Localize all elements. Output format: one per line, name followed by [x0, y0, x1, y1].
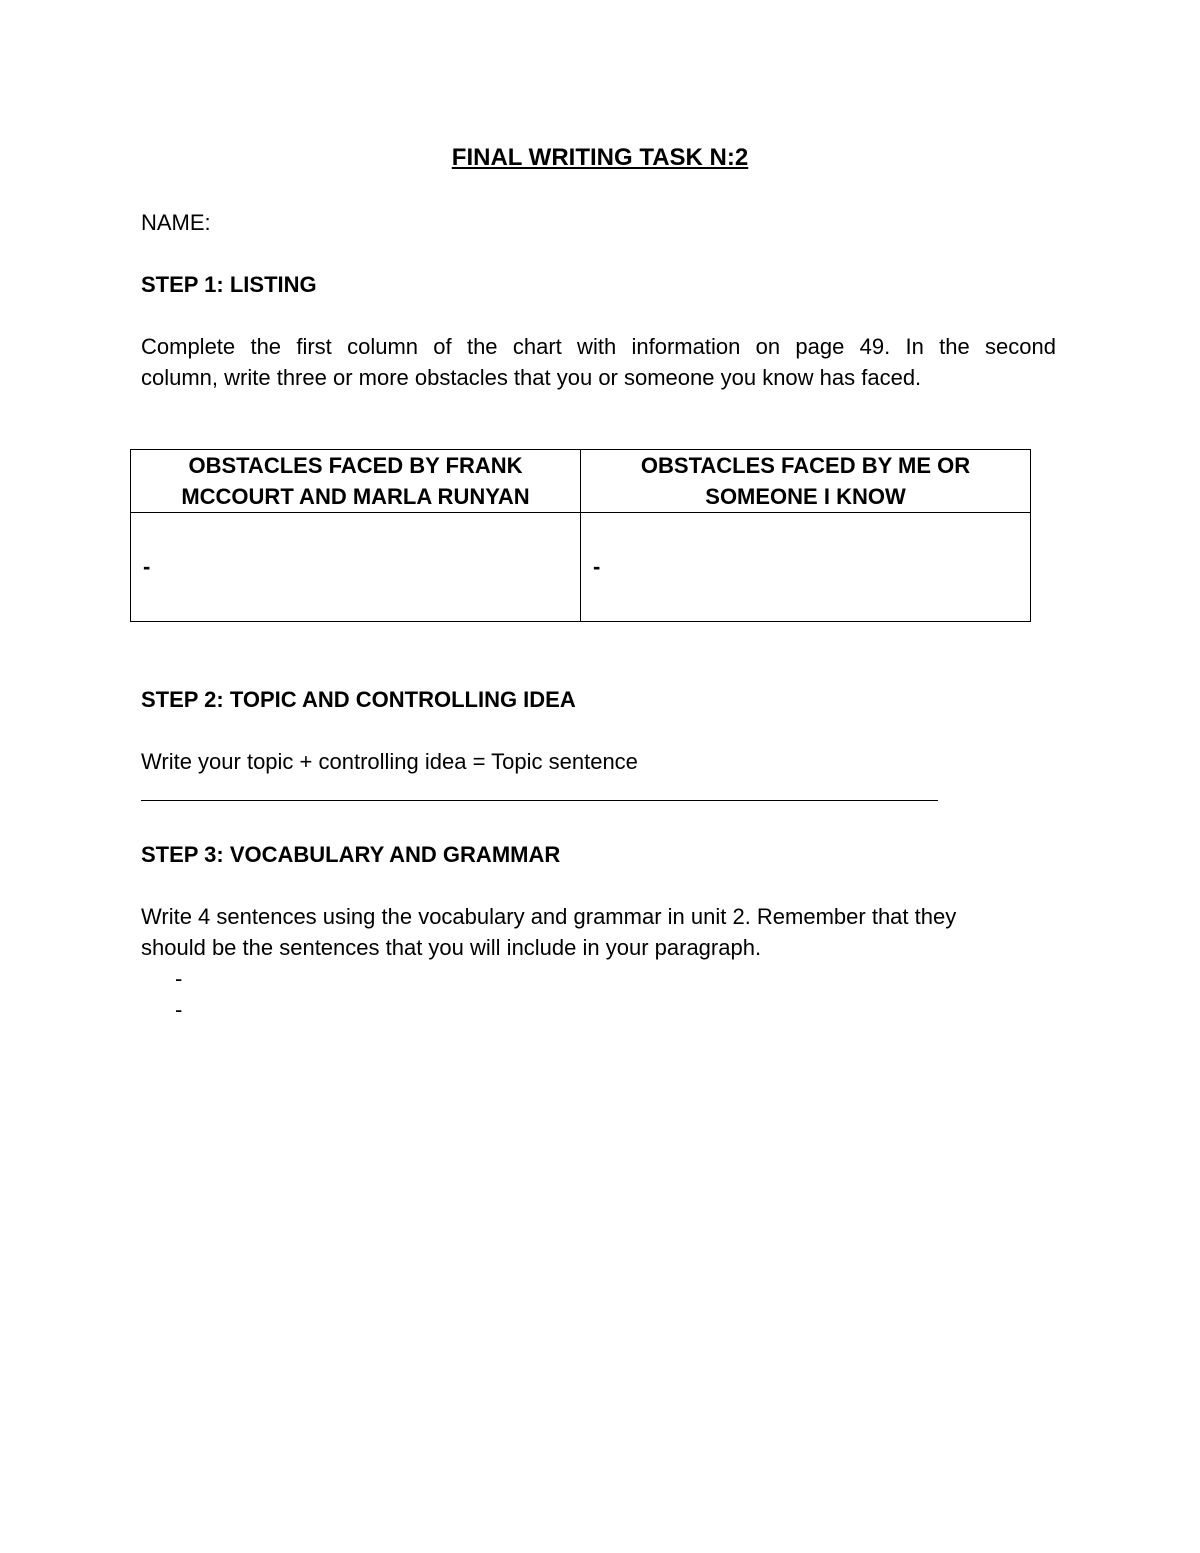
step3-bullet-1[interactable]: -	[175, 966, 183, 991]
step3-instructions-line1: Write 4 sentences using the vocabulary and grammar in unit 2. Remember that they	[141, 904, 957, 929]
chart-header-1-line2: MCCOURT AND MARLA RUNYAN	[181, 484, 530, 509]
chart-body-row	[131, 513, 1031, 622]
name-label: NAME:	[141, 210, 211, 235]
chart-cell-me-or-someone[interactable]: -	[581, 513, 1031, 622]
step3-instructions-line2: should be the sentences that you will include in your paragraph.	[141, 935, 762, 960]
step2-heading: STEP 2: TOPIC AND CONTROLLING IDEA	[141, 687, 576, 712]
chart-cell-frank-marla[interactable]: -	[131, 513, 581, 622]
chart-header-row	[131, 450, 1031, 513]
obstacles-chart	[130, 449, 1031, 622]
step2-instructions: Write your topic + controlling idea = Topic sentence	[141, 749, 638, 774]
chart-header-2-line1: OBSTACLES FACED BY ME OR	[640, 453, 971, 478]
chart-header-frank-marla	[131, 450, 581, 513]
step1-instructions	[141, 331, 1056, 393]
page-title: FINAL WRITING TASK N:2	[451, 144, 749, 171]
step1-instructions-line1: Complete the first column of the chart with information on page 49. In the second	[141, 334, 1056, 359]
step3-heading: STEP 3: VOCABULARY AND GRAMMAR	[141, 842, 561, 867]
chart-header-1-line1: OBSTACLES FACED BY FRANK	[188, 453, 523, 478]
chart-header-2-line2: SOMEONE I KNOW	[705, 484, 906, 509]
chart-header-me-or-someone	[581, 450, 1031, 513]
step1-instructions-line2: column, write three or more obstacles that you or someone you know has faced.	[141, 365, 922, 390]
step1-heading: STEP 1: LISTING	[141, 272, 317, 297]
step3-bullet-2[interactable]: -	[175, 997, 183, 1022]
topic-sentence-answer-line[interactable]	[141, 800, 938, 801]
